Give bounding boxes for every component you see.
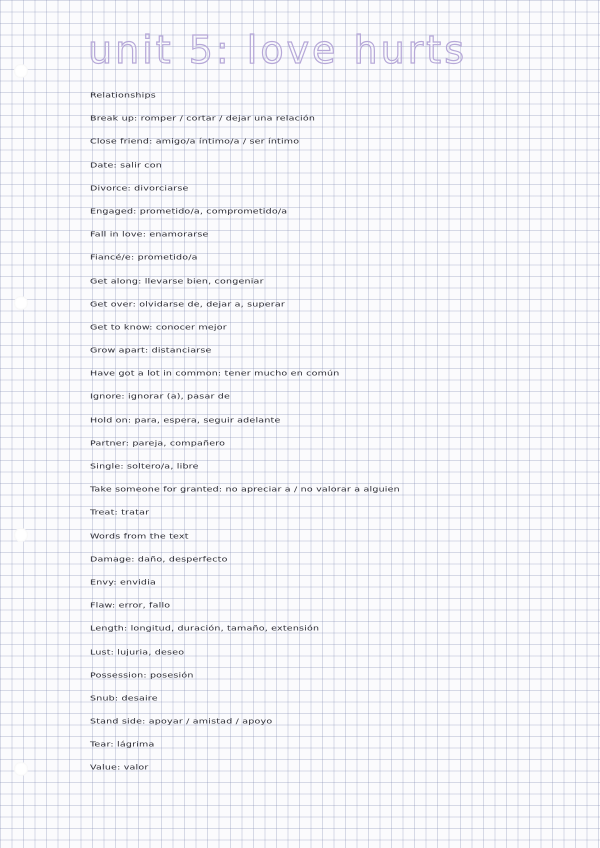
vocab-line: Divorce: divorciarse: [90, 183, 189, 193]
vocabulary-list: [90, 84, 570, 780]
vocab-line: Hold on: para, espera, seguir adelante: [90, 415, 281, 425]
vocab-line: Lust: lujuria, deseo: [90, 647, 185, 657]
vocab-line: Get to know: conocer mejor: [90, 323, 227, 332]
vocab-line: Value: valor: [90, 763, 149, 773]
binder-hole: [14, 762, 28, 776]
vocab-line: Envy: envidia: [90, 578, 157, 587]
binder-hole: [14, 64, 28, 78]
vocab-line: Fall in love: enamorarse: [90, 230, 209, 239]
vocab-line: Treat: tratar: [90, 508, 150, 518]
page-title: unit 5: love hurts: [88, 28, 468, 72]
vocab-line: Have got a lot in common: tener mucho en común: [90, 369, 340, 379]
vocab-line: Snub: desaire: [90, 694, 158, 703]
vocab-line: Relationships: [90, 91, 156, 100]
vocab-line: Get over: olvidarse de, dejar a, superar: [90, 299, 285, 309]
vocab-line: Take someone for granted: no apreciar a / no valorar a alguien: [90, 485, 400, 494]
binder-hole: [14, 296, 28, 310]
vocab-line: Engaged: prometido/a, comprometido/a: [90, 207, 288, 216]
vocab-line: Length: longitud, duración, tamaño, extensión: [90, 624, 320, 634]
vocab-line: Words from the text: [90, 531, 189, 541]
vocab-line: Partner: pareja, compañero: [90, 439, 226, 448]
vocab-line: Date: salir con: [90, 160, 162, 170]
vocab-line: Break up: romper / cortar / dejar una relación: [90, 114, 316, 123]
vocab-line: Fiancé/e: prometido/a: [90, 253, 198, 263]
vocab-line: Damage: daño, desperfecto: [90, 554, 228, 564]
vocab-line: Possession: posesión: [90, 670, 194, 680]
vocab-line: Close friend: amigo/a íntimo/a / ser íntimo: [90, 137, 300, 147]
vocab-line: Grow apart: distanciarse: [90, 346, 212, 355]
vocab-line: Single: soltero/a, libre: [90, 462, 199, 471]
vocab-line: Flaw: error, fallo: [90, 601, 171, 610]
vocab-line: Ignore: ignorar (a), pasar de: [90, 392, 231, 402]
vocab-line: Tear: lágrima: [90, 740, 155, 750]
binder-hole: [14, 528, 28, 542]
vocab-line: Stand side: apoyar / amistad / apoyo: [90, 717, 273, 726]
vocab-line: Get along: llevarse bien, congeniar: [90, 276, 264, 286]
